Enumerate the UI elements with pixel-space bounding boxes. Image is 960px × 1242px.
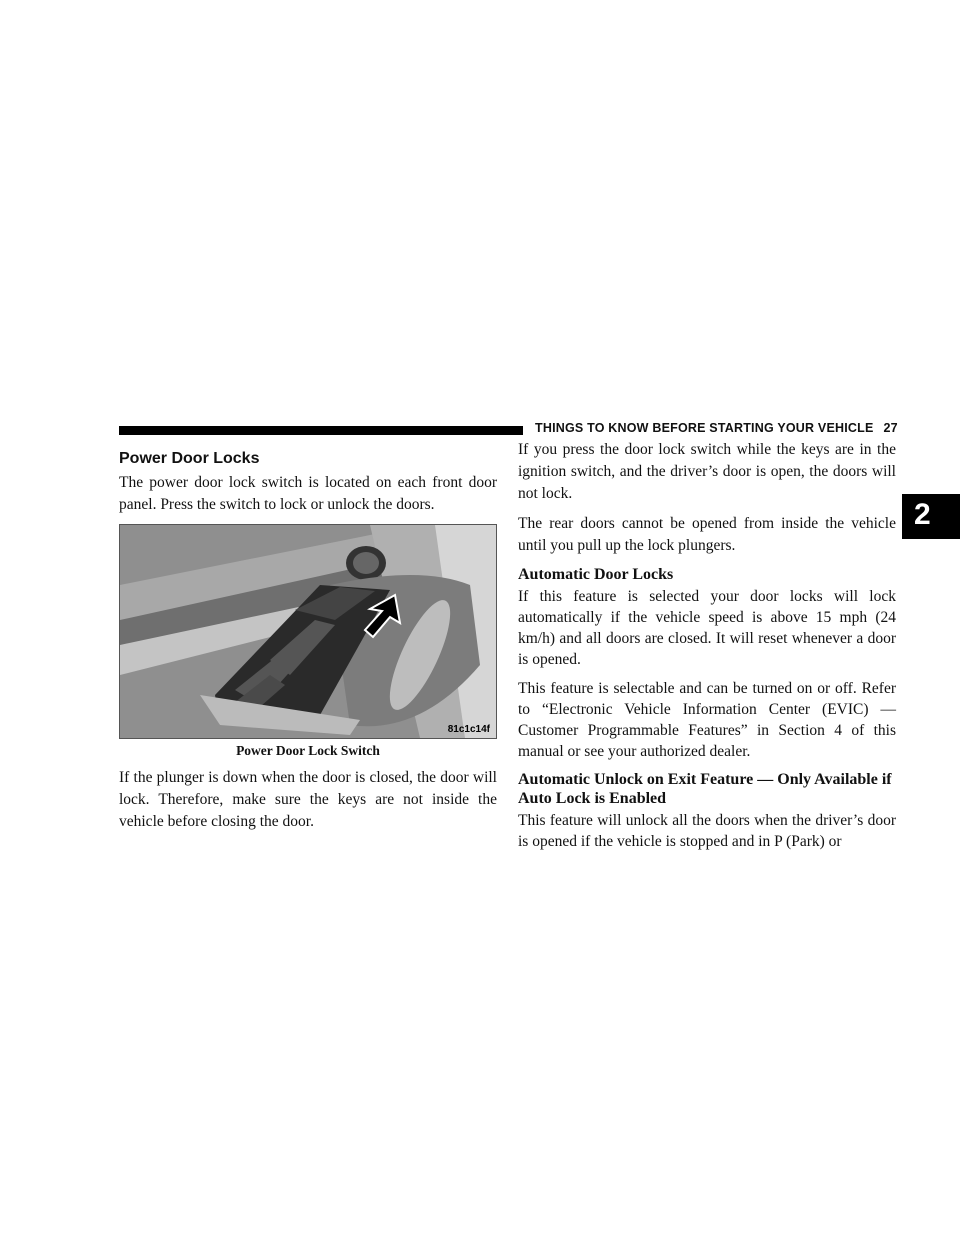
auto-unlock-heading: Automatic Unlock on Exit Feature — Only Available if Auto Lock is Enabled — [518, 771, 892, 807]
figure-code: 81c1c14f — [447, 724, 490, 735]
chapter-tab — [902, 494, 960, 539]
page-number: 27 — [883, 421, 898, 435]
door-panel-illustration — [120, 525, 496, 738]
auto-lock-heading: Automatic Door Locks — [518, 566, 674, 583]
section-title: THINGS TO KNOW BEFORE STARTING YOUR VEHICLE — [535, 421, 874, 435]
running-header — [535, 421, 898, 435]
plunger-paragraph: If the plunger is down when the door is closed, the door will lock. Therefore, make sure the keys are not inside the vehicle before closing the door. — [119, 769, 497, 830]
figure-caption: Power Door Lock Switch — [236, 743, 380, 758]
ignition-paragraph: If you press the door lock switch while the keys are in the ignition switch, and the driver’s door is open, the doors will not lock. — [518, 441, 896, 502]
selectable-paragraph: This feature is selectable and can be turned on or off. Refer to “Electronic Vehicle Information Center (EVIC) — Customer Programmable Features” in Section 4 of this manual or see your authorized dealer. — [518, 680, 896, 760]
section-heading: Power Door Locks — [119, 450, 260, 467]
intro-paragraph: The power door lock switch is located on each front door panel. Press the switch to lock or unlock the doors. — [119, 474, 497, 513]
door-lock-switch-photo — [119, 524, 497, 739]
header-rule — [119, 426, 523, 435]
chapter-number: 2 — [914, 498, 931, 531]
left-column — [119, 450, 497, 841]
rear-doors-paragraph: The rear doors cannot be opened from inside the vehicle until you pull up the lock plungers. — [518, 515, 896, 554]
right-column — [518, 439, 896, 860]
auto-unlock-paragraph: This feature will unlock all the doors when the driver’s door is opened if the vehicle is stopped and in P (Park) or — [518, 812, 896, 850]
auto-lock-paragraph: If this feature is selected your door locks will lock automatically if the vehicle speed is above 15 mph (24 km/h) and all doors are closed. It will reset whenever a door is opened. — [518, 588, 896, 668]
